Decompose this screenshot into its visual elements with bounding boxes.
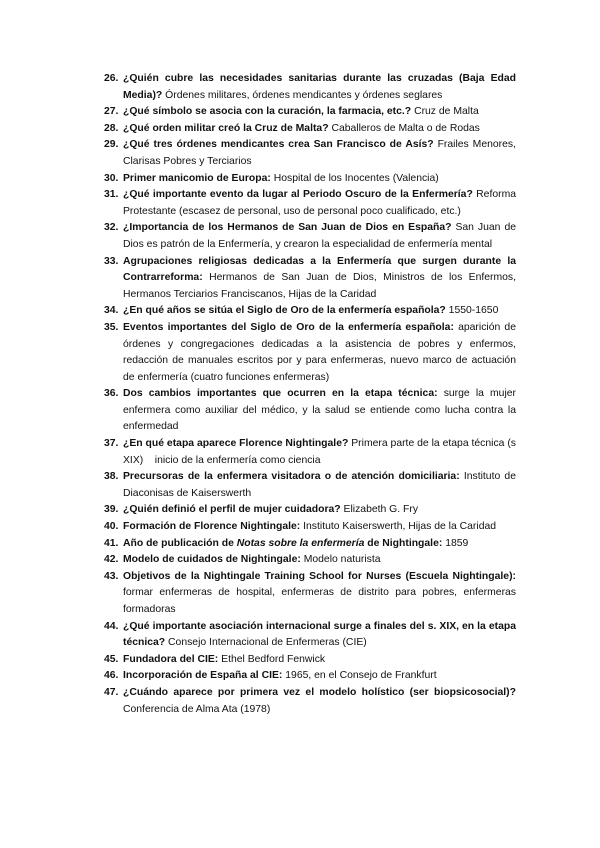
item-answer: Hospital de los Inocentes (Valencia) — [273, 172, 439, 184]
item-answer: 1965, en el Consejo de Frankfurt — [285, 670, 437, 682]
item-answer: Frailes Menores, Clarisas Pobres y Terciarios — [123, 139, 516, 167]
item-number: 35. — [104, 321, 119, 333]
item-question: ¿Qué tres órdenes mendicantes crea San Francisco de Asís? — [123, 139, 434, 151]
item-answer: Modelo naturista — [303, 554, 381, 566]
question-list — [104, 71, 519, 718]
list-item — [104, 469, 516, 502]
list-item — [104, 104, 516, 121]
list-item — [104, 569, 516, 619]
item-number: 32. — [104, 222, 119, 234]
list-item — [104, 519, 516, 536]
item-answer: Hermanos de San Juan de Dios, Ministros de los Enfermos, Hermanos Terciarios Franciscanos, Hijas de la Caridad — [123, 272, 517, 300]
item-number: 28. — [104, 122, 119, 134]
item-number: 27. — [104, 106, 119, 118]
list-item — [104, 171, 516, 188]
item-answer: aparición de órdenes y congregaciones dedicadas a la asistencia de pobres y enfermos, redacción de manuales escritos por y para enfermeras, nuevo marco de actuación de enfermería (cuatro funciones enfermeras) — [123, 321, 516, 383]
item-question: ¿Qué importante asociación internacional surge a finales del s. XIX, en la etapa técnica? — [123, 620, 516, 649]
item-question: Precursoras de la enfermera visitadora o de atención domiciliaria: — [123, 471, 460, 483]
item-question: Agrupaciones religiosas dedicadas a la Enfermería que surgen durante la Contrarreforma: — [123, 255, 516, 284]
list-item — [104, 121, 516, 138]
item-answer: Caballeros de Malta o de Rodas — [331, 122, 480, 134]
item-number: 43. — [104, 570, 119, 582]
item-answer: Cruz de Malta — [414, 106, 479, 118]
item-number: 45. — [104, 653, 119, 665]
list-item — [104, 137, 516, 170]
item-number: 30. — [104, 172, 119, 184]
item-number: 38. — [104, 471, 119, 483]
item-question: ¿En qué etapa aparece Florence Nightingale? — [123, 438, 349, 450]
item-question: ¿Qué importante evento da lugar al Periodo Oscuro de la Enfermería? — [123, 189, 473, 201]
item-question: ¿Quién cubre las necesidades sanitarias durante las cruzadas (Baja Edad Media)? — [123, 73, 516, 101]
list-item — [104, 552, 516, 569]
item-number: 26. — [104, 73, 119, 84]
item-number: 33. — [104, 255, 119, 267]
item-answer: Consejo Internacional de Enfermeras (CIE) — [168, 637, 367, 649]
list-item — [104, 652, 516, 669]
item-question — [123, 538, 442, 549]
item-question: ¿Quién definió el perfil de mujer cuidadora? — [123, 504, 341, 516]
list-item — [104, 536, 516, 553]
item-number: 42. — [104, 554, 119, 566]
item-question: Objetivos de la Nightingale Training School for Nurses (Escuela Nightingale): — [123, 570, 516, 582]
item-number: 46. — [104, 670, 119, 682]
item-number: 34. — [104, 305, 119, 317]
item-answer: Primera parte de la etapa técnica (s XIX) inicio de la enfermería como ciencia — [123, 438, 519, 466]
list-item — [104, 502, 516, 519]
item-number: 39. — [104, 504, 119, 516]
book-title: Notas sobre la enfermería — [236, 537, 365, 549]
item-question-suffix: de Nightingale: — [364, 537, 443, 549]
list-item — [104, 685, 516, 718]
item-number: 41. — [104, 537, 119, 549]
item-question: Eventos importantes del Siglo de Oro de la enfermería española: — [123, 321, 454, 333]
item-question: Primer manicomio de Europa: — [123, 172, 271, 184]
list-item — [104, 386, 516, 436]
item-answer: 1859 — [445, 537, 469, 549]
list-item — [104, 220, 516, 253]
item-answer: San Juan de Dios es patrón de la Enfermería, y crearon la especialidad de enfermería mental — [123, 222, 517, 250]
item-answer: 1550-1650 — [448, 305, 499, 317]
list-item — [104, 668, 516, 685]
item-answer: Conferencia de Alma Ata (1978) — [123, 703, 271, 715]
item-answer: Reforma Protestante (escasez de personal, uso de personal poco cualificado, etc.) — [123, 189, 516, 217]
list-item — [104, 303, 516, 320]
list-item — [104, 187, 516, 220]
item-question: ¿En qué años se sitúa el Siglo de Oro de la enfermería española? — [123, 305, 446, 317]
item-question: Dos cambios importantes que ocurren en la etapa técnica: — [123, 388, 438, 400]
item-answer: Instituto Kaiserswerth, Hijas de la Caridad — [303, 521, 497, 533]
list-item — [104, 619, 516, 652]
item-answer: Ethel Bedford Fenwick — [221, 653, 326, 665]
item-number: 47. — [104, 686, 119, 698]
item-question: ¿Cuándo aparece por primera vez el modelo holístico (ser biopsicosocial)? — [123, 686, 516, 698]
list-item — [104, 254, 516, 304]
item-question: Fundadora del CIE: — [123, 653, 219, 665]
item-answer: Órdenes militares, órdenes mendicantes y órdenes seglares — [165, 89, 443, 101]
item-question: Formación de Florence Nightingale: — [123, 521, 301, 533]
item-number: 31. — [104, 189, 119, 201]
item-question: ¿Qué orden militar creó la Cruz de Malta? — [123, 122, 329, 134]
item-question: ¿Qué símbolo se asocia con la curación, la farmacia, etc.? — [123, 106, 412, 118]
item-question: Incorporación de España al CIE: — [123, 670, 283, 682]
item-number: 40. — [104, 521, 119, 533]
list-item — [104, 320, 516, 386]
item-number: 44. — [104, 620, 119, 632]
item-question: Modelo de cuidados de Nightingale: — [123, 554, 301, 566]
item-answer: formar enfermeras de hospital, enfermeras de distrito para pobres, enfermeras formadoras — [123, 587, 516, 615]
item-answer: Elizabeth G. Fry — [343, 504, 419, 516]
list-item — [104, 71, 516, 104]
item-answer: Instituto de Diaconisas de Kaiserswerth — [123, 471, 516, 499]
item-number: 29. — [104, 139, 119, 151]
item-answer: surge la mujer enfermera como auxiliar del médico, y la salud se entiende como lucha contra la enfermedad — [123, 388, 517, 433]
list-item — [104, 436, 519, 469]
item-question: ¿Importancia de los Hermanos de San Juan de Dios en España? — [123, 222, 452, 234]
item-number: 36. — [104, 388, 119, 400]
item-number: 37. — [104, 438, 119, 450]
item-question-prefix: Año de publicación de — [123, 537, 237, 549]
